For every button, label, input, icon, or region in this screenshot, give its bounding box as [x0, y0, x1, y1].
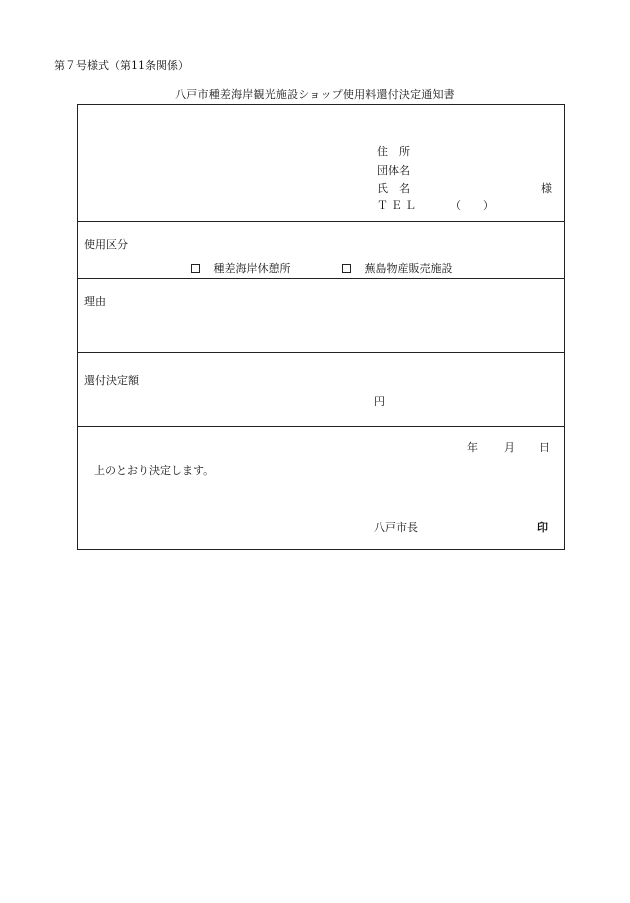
- group-name-label: 団体名: [377, 164, 410, 177]
- addressee-section: [78, 105, 564, 222]
- checkbox-icon[interactable]: [342, 264, 351, 273]
- decision-statement: 上のとおり決定します。: [94, 464, 215, 477]
- usage-category-section: [78, 222, 564, 279]
- year-label: 年: [467, 441, 478, 454]
- reason-label: 理由: [84, 295, 106, 308]
- reason-section: [78, 279, 564, 353]
- option-taneichi-rest-area: [191, 260, 291, 276]
- name-label: 氏 名: [377, 182, 410, 195]
- usage-category-label: 使用区分: [84, 238, 128, 251]
- tel-area-code-parens: （ ）: [450, 199, 494, 212]
- honorific-sama: 様: [541, 182, 552, 195]
- form-number: 第７号様式（第11条関係）: [54, 59, 189, 72]
- notice-form: [77, 104, 565, 550]
- issuer-mayor: 八戸市長: [374, 521, 418, 534]
- yen-unit: 円: [374, 395, 385, 408]
- decision-section: [78, 427, 564, 550]
- tel-label: ＴＥＬ: [377, 199, 419, 212]
- address-label: 住 所: [377, 145, 410, 158]
- checkbox-icon[interactable]: [191, 264, 200, 273]
- option-label: 蕪島物産販売施設: [364, 262, 453, 275]
- option-kabushima-shop: [342, 260, 453, 276]
- document-title: 八戸市種差海岸観光施設ショップ使用料還付決定通知書: [175, 88, 455, 101]
- month-label: 月: [504, 441, 515, 454]
- day-label: 日: [539, 441, 550, 454]
- refund-amount-label: 還付決定額: [84, 374, 139, 387]
- seal-mark: 印: [537, 521, 548, 534]
- refund-amount-section: [78, 353, 564, 427]
- option-label: 種差海岸休憩所: [213, 262, 291, 275]
